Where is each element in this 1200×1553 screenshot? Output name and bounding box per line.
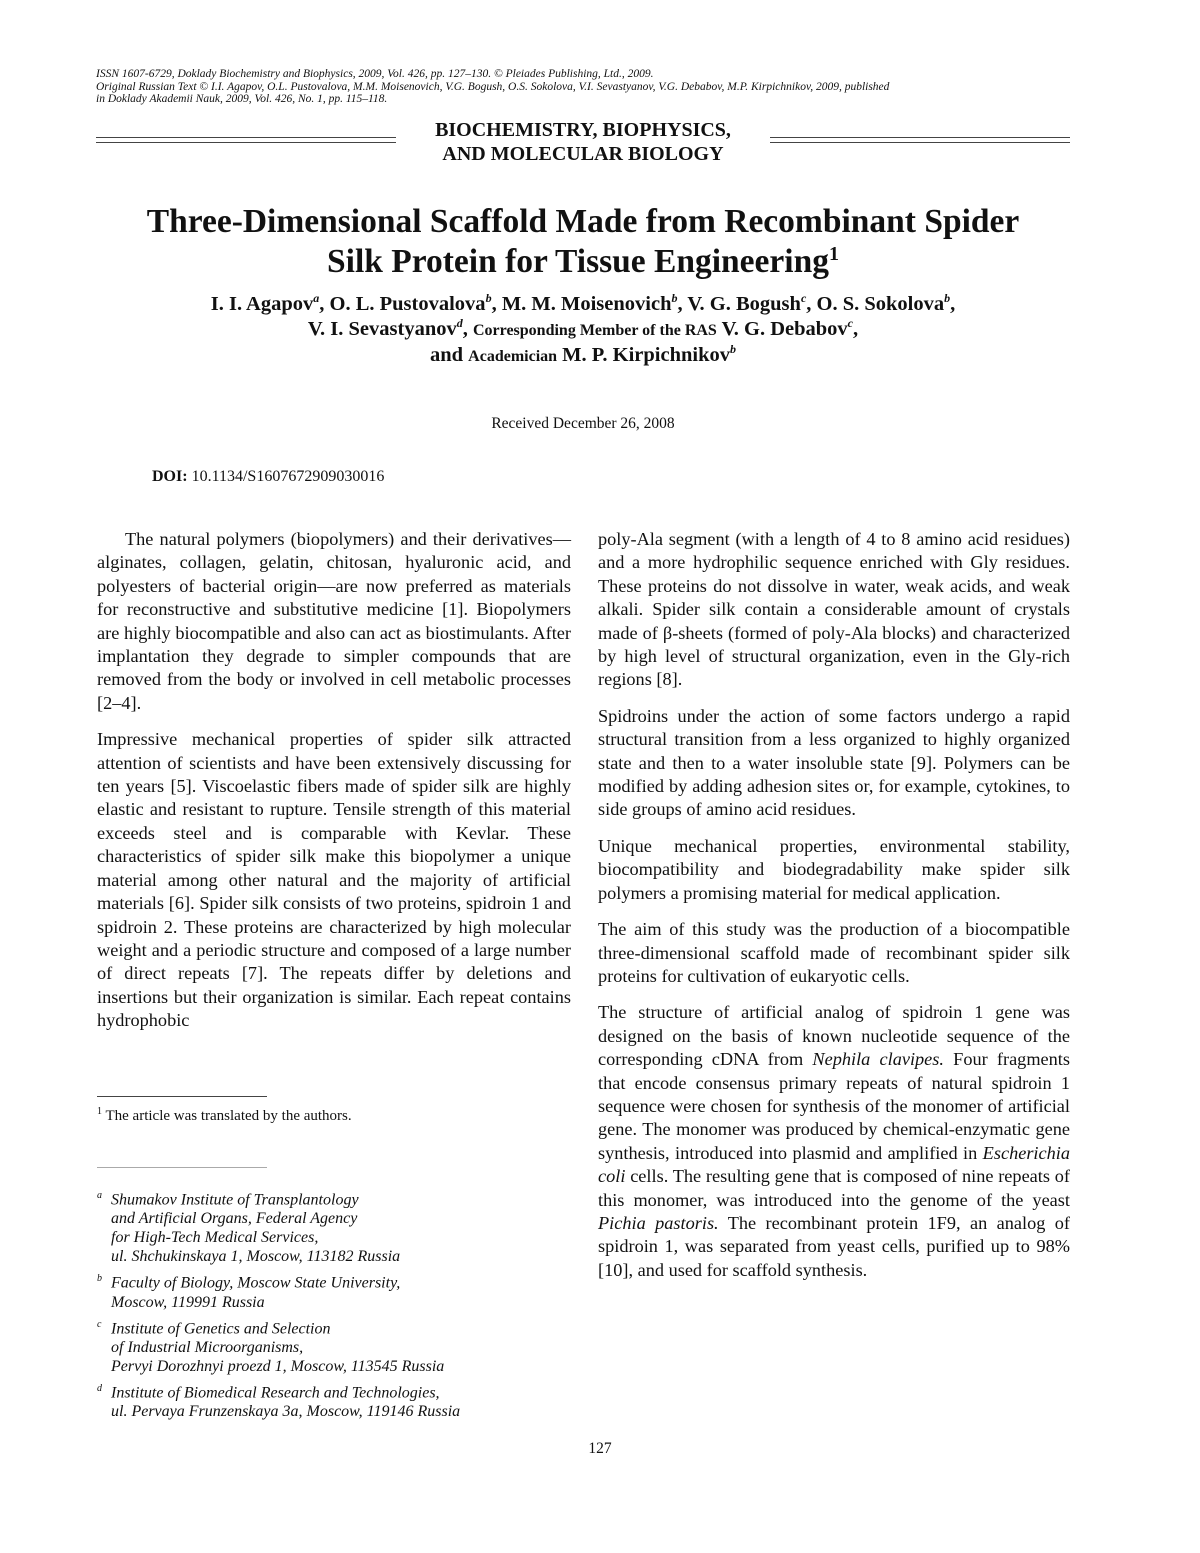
affiliation-mark: a <box>97 1190 102 1201</box>
author-name: M. P. Kirpichnikov <box>557 344 730 366</box>
species-name: Nephila clavipes. <box>812 1049 944 1070</box>
affiliation-line: and Artificial Organs, Federal Agency <box>111 1210 358 1228</box>
author-name: , M. M. Moisenovich <box>491 293 672 315</box>
author-list <box>96 292 1070 370</box>
footnote-text: The article was translated by the authors. <box>102 1108 352 1124</box>
author-conjunction: and <box>429 344 469 366</box>
author-name: , V. G. Bogush <box>677 293 801 315</box>
affiliation-mark: c <box>97 1318 102 1330</box>
journal-citation-line: ISSN 1607-6729, Doklady Biochemistry and Biophysics, 2009, Vol. 426, pp. 127–130. © Pleiades Publishing, Ltd., 2009. <box>96 68 654 80</box>
body-paragraph: Impressive mechanical properties of spider silk attracted attention of scientists and have been extensively discussing for ten years [5]. Viscoelastic fibers made of spider silk are highly elastic and resistant to rupture. Tensile strength of this material exceeds steel and is comparable with Kevlar. These characteristics of spider silk make this biopolymer a unique material among other natural and the majority of artificial materials [6]. Spider silk consists of two proteins, spidroin 1 and spidroin 2. These proteins are characterized by high molecular weight and a periodic structure and composed of a large number of direct repeats [7]. The repeats differ by deletions and insertions but their organization is similar. Each repeat contains hydrophobic <box>97 729 571 1031</box>
affiliation-c <box>97 1315 571 1376</box>
species-name: Pichia pastoris. <box>598 1212 719 1233</box>
affiliation-mark: b <box>944 291 951 306</box>
author-separator: , <box>852 317 859 340</box>
affiliation-mark: c <box>847 315 853 330</box>
affiliation-line: Institute of Biomedical Research and Technologies, <box>111 1384 440 1402</box>
body-text: The recombinant protein 1F9, an analog of spidroin 1, was separated from yeast cells, purified up to 98% [10], and used for scaffold synthesis. <box>598 1212 1071 1280</box>
body-text: The structure of artificial analog of spidroin 1 gene was designed on the basis of known nucleotide sequence of the corresponding cDNA from <box>598 1002 1070 1070</box>
doi-value[interactable]: 10.1134/S1607672909030016 <box>187 468 385 485</box>
original-text-line: Original Russian Text © I.I. Agapov, O.L. Pustovalova, M.M. Moisenovich, V.G. Bogush, O.S. Sokolova, V.I. Sevastyanov, V.G. Debabov, M.P. Kirpichnikov, 2009, published <box>96 80 890 93</box>
affiliation-mark: d <box>456 315 463 330</box>
affiliation-a <box>97 1186 571 1266</box>
affiliation-line: Faculty of Biology, Moscow State University, <box>111 1274 401 1292</box>
title-line1: Three-Dimensional Scaffold Made from Recombinant Spider <box>146 203 1020 240</box>
author-name: , O. S. Sokolova <box>806 293 945 315</box>
affiliation-b <box>97 1269 571 1311</box>
received-date: Received December 26, 2008 <box>491 415 675 432</box>
affiliation-mark: a <box>313 291 320 306</box>
section-heading-line2: AND MOLECULAR BIOLOGY <box>442 143 724 165</box>
affiliation-d <box>97 1379 571 1421</box>
affiliation-divider <box>97 1167 267 1168</box>
author-name: , O. L. Pustovalova <box>319 293 486 315</box>
affiliation-mark: c <box>800 291 807 306</box>
footnote-divider <box>97 1096 267 1097</box>
author-line1 <box>96 292 1070 317</box>
author-name: V. G. Debabov <box>716 317 848 340</box>
footnote-mark: 1 <box>97 1106 102 1117</box>
body-paragraph: Spidroins under the action of some factors undergo a rapid structural transition from a less organized to highly organized state and then to a water insoluble state [9]. Polymers can be modified by adding adhesion sites or, for example, cytokines, to side groups of amino acid residues. <box>598 705 1070 820</box>
affiliation-mark: b <box>671 291 678 306</box>
author-name: V. I. Sevastyanov <box>307 317 457 340</box>
affiliation-mark: b <box>485 291 492 306</box>
section-banner <box>96 118 1070 166</box>
affiliations <box>97 1186 571 1424</box>
author-separator: , <box>462 317 473 340</box>
body-paragraph: poly-Ala segment (with a length of 4 to 8 amino acid residues) and a more hydrophilic sequence enriched with Gly residues. These proteins do not dissolve in water, weak acids, and weak alkali. Spider silk contain a considerable amount of crystals made of β-sheets (formed of poly-Ala blocks) and characterized by high level of structural organization, even in the Gly-rich regions [8]. <box>598 529 1070 690</box>
affiliation-line: of Industrial Microorganisms, <box>111 1338 304 1356</box>
affiliation-mark: b <box>730 342 736 357</box>
title-line2-text: Silk Protein for Tissue Engineering <box>327 243 829 280</box>
body-paragraph <box>598 1001 1070 1282</box>
page-number: 127 <box>588 1440 612 1457</box>
section-rule-left <box>96 137 396 143</box>
section-heading-line1: BIOCHEMISTRY, BIOPHYSICS, <box>435 119 731 141</box>
affiliation-mark: b <box>97 1273 102 1285</box>
affiliation-line: Shumakov Institute of Transplantology <box>111 1191 359 1209</box>
species-name: Escherichia coli <box>598 1142 1070 1187</box>
affiliation-line: Pervyi Dorozhnyi proezd 1, Moscow, 113545 Russia <box>111 1357 445 1375</box>
section-heading <box>396 118 770 166</box>
affiliation-line: ul. Pervaya Frunzenskaya 3a, Moscow, 119146 Russia <box>111 1403 461 1421</box>
footnote <box>97 1102 352 1126</box>
author-role: Corresponding Member of the RAS <box>472 321 717 339</box>
body-paragraph: Unique mechanical properties, environmental stability, biocompatibility and biodegradability make spider silk polymers a promising material for medical application. <box>598 835 1070 903</box>
affiliation-line: ul. Shchukinskaya 1, Moscow, 113182 Russia <box>111 1248 401 1266</box>
title-footnote-mark[interactable]: 1 <box>828 242 839 265</box>
original-source-line: in Doklady Akademii Nauk, 2009, Vol. 426, No. 1, pp. 115–118. <box>96 93 388 105</box>
author-line3 <box>96 343 1070 370</box>
affiliation-line: Institute of Genetics and Selection <box>111 1319 331 1337</box>
author-name: I. I. Agapov <box>210 293 314 315</box>
left-column <box>97 528 571 1046</box>
body-paragraph: The natural polymers (biopolymers) and their derivatives—alginates, collagen, gelatin, chitosan, hyaluronic acid, and polyesters of bacterial origin—are now preferred as materials for reconstructive and substitutive medicine [1]. Biopolymers are highly biocompatible and also can act as biostimulants. After implantation they degrade to simpler compounds that are removed from the body or involved in cell metabolic processes [2–4]. <box>97 529 571 713</box>
affiliation-line: for High-Tech Medical Services, <box>111 1229 319 1247</box>
body-paragraph: The aim of this study was the production of a biocompatible three-dimensional scaffold made of recombinant spider silk proteins for cultivation of eukaryotic cells. <box>598 919 1070 986</box>
affiliation-line: Moscow, 119991 Russia <box>111 1293 265 1311</box>
title-line2 <box>96 242 1070 282</box>
author-line2 <box>96 317 1070 344</box>
journal-header-notes <box>96 68 1096 106</box>
affiliation-mark: d <box>97 1382 102 1394</box>
right-column <box>598 528 1070 1295</box>
doi-label: DOI: <box>152 468 188 485</box>
section-rule-right <box>770 137 1070 143</box>
body-text: cells. The resulting gene that is composed of nine repeats of this monomer, was introduced into the genome of the yeast <box>598 1166 1070 1210</box>
article-title <box>96 202 1070 282</box>
author-separator: , <box>950 293 956 315</box>
body-text: Four fragments that encode consensus primary repeats of natural spidroin 1 sequence were chosen for synthesis of the monomer of artificial gene. The monomer was produced by chemical-enzymatic gene synthesis, introduced into plasmid and amplified in <box>598 1049 1070 1163</box>
doi-line <box>152 468 384 486</box>
author-role: Academician <box>468 348 558 365</box>
